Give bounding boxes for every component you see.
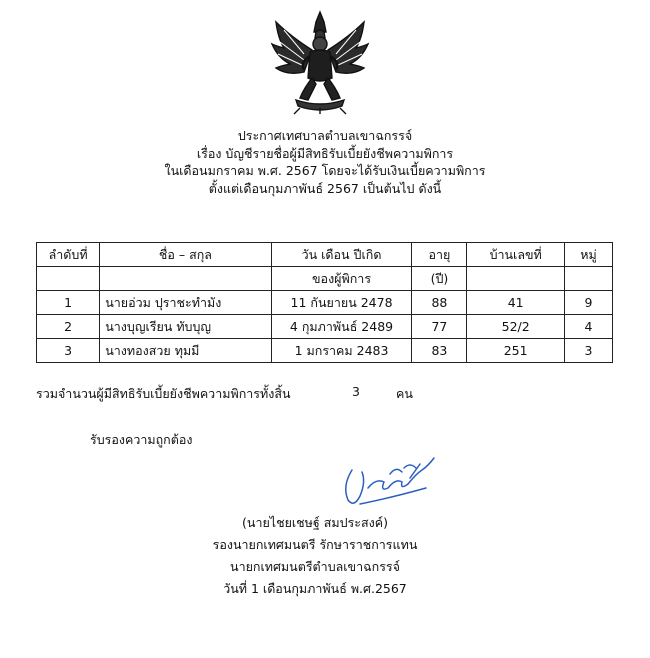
cell-dob: 4 กุมภาพันธ์ 2489: [271, 315, 412, 339]
header-moo-cont: [564, 267, 612, 291]
total-line: [36, 384, 413, 404]
cell-age: 88: [412, 291, 467, 315]
cell-dob: 11 กันยายน 2478: [271, 291, 412, 315]
certification-text: รับรองความถูกต้อง: [90, 432, 193, 447]
announcement-start-date: ตั้งแต่เดือนกุมภาพันธ์ 2567 เป็นต้นไป ดังนี้: [208, 180, 442, 196]
total-unit: คน: [396, 386, 413, 401]
signatory-name: (นายไชยเชษฐ์ สมประสงค์): [242, 515, 388, 530]
header-no-cont: [37, 267, 100, 291]
cell-house: 52/2: [467, 315, 565, 339]
header-house-cont: [467, 267, 565, 291]
cell-moo: 3: [564, 339, 612, 363]
header-house-number: บ้านเลขที่: [467, 243, 565, 267]
cell-name: นายอ่วม ปุราชะทำมัง: [100, 291, 271, 315]
cell-age: 83: [412, 339, 467, 363]
signatory-position: รองนายกเทศมนตรี รักษาราชการแทน: [212, 537, 418, 552]
header-age-sub: (ปี): [412, 267, 467, 291]
header-name: ชื่อ – สกุล: [100, 243, 271, 267]
header-age: อายุ: [412, 243, 467, 267]
header-dob-sub: ของผู้พิการ: [271, 267, 412, 291]
cell-no: 3: [37, 339, 100, 363]
cell-dob: 1 มกราคม 2483: [271, 339, 412, 363]
cell-moo: 4: [564, 315, 612, 339]
cell-name: นางบุญเรียน ทับบุญ: [100, 315, 271, 339]
header-no: ลำดับที่: [37, 243, 100, 267]
cell-name: นางทองสวย ทุมมี: [100, 339, 271, 363]
announcement-period: ในเดือนมกราคม พ.ศ. 2567 โดยจะได้รับเงินเบี้ยความพิการ: [164, 163, 486, 178]
signatory-title: นายกเทศมนตรีตำบลเขาฉกรรจ์: [230, 559, 400, 574]
header-name-cont: [100, 267, 271, 291]
garuda-emblem-icon: [270, 8, 370, 116]
cell-house: 251: [467, 339, 565, 363]
announcement-subject: เรื่อง บัญชีรายชื่อผู้มีสิทธิรับเบี้ยยังชีพความพิการ: [196, 145, 454, 161]
handwritten-signature-icon: [330, 448, 440, 510]
table-row: [37, 315, 613, 339]
total-label: รวมจำนวนผู้มีสิทธิรับเบี้ยยังชีพความพิการทั้งสิ้น: [36, 386, 291, 401]
cell-no: 1: [37, 291, 100, 315]
table-row: [37, 291, 613, 315]
table-row: [37, 339, 613, 363]
table-header-row-2: [37, 267, 613, 291]
cell-no: 2: [37, 315, 100, 339]
announcement-header: [0, 127, 650, 197]
announcement-title: ประกาศเทศบาลตำบลเขาฉกรรจ์: [237, 128, 413, 143]
cell-age: 77: [412, 315, 467, 339]
signatory-date: วันที่ 1 เดือนกุมภาพันธ์ พ.ศ.2567: [223, 581, 407, 596]
header-dob: วัน เดือน ปีเกิด: [271, 243, 412, 267]
beneficiary-table: [36, 242, 613, 363]
header-moo: หมู่: [564, 243, 612, 267]
cell-moo: 9: [564, 291, 612, 315]
table-header-row: [37, 243, 613, 267]
cell-house: 41: [467, 291, 565, 315]
signatory-block: [200, 512, 430, 600]
total-count: 3: [352, 384, 360, 399]
